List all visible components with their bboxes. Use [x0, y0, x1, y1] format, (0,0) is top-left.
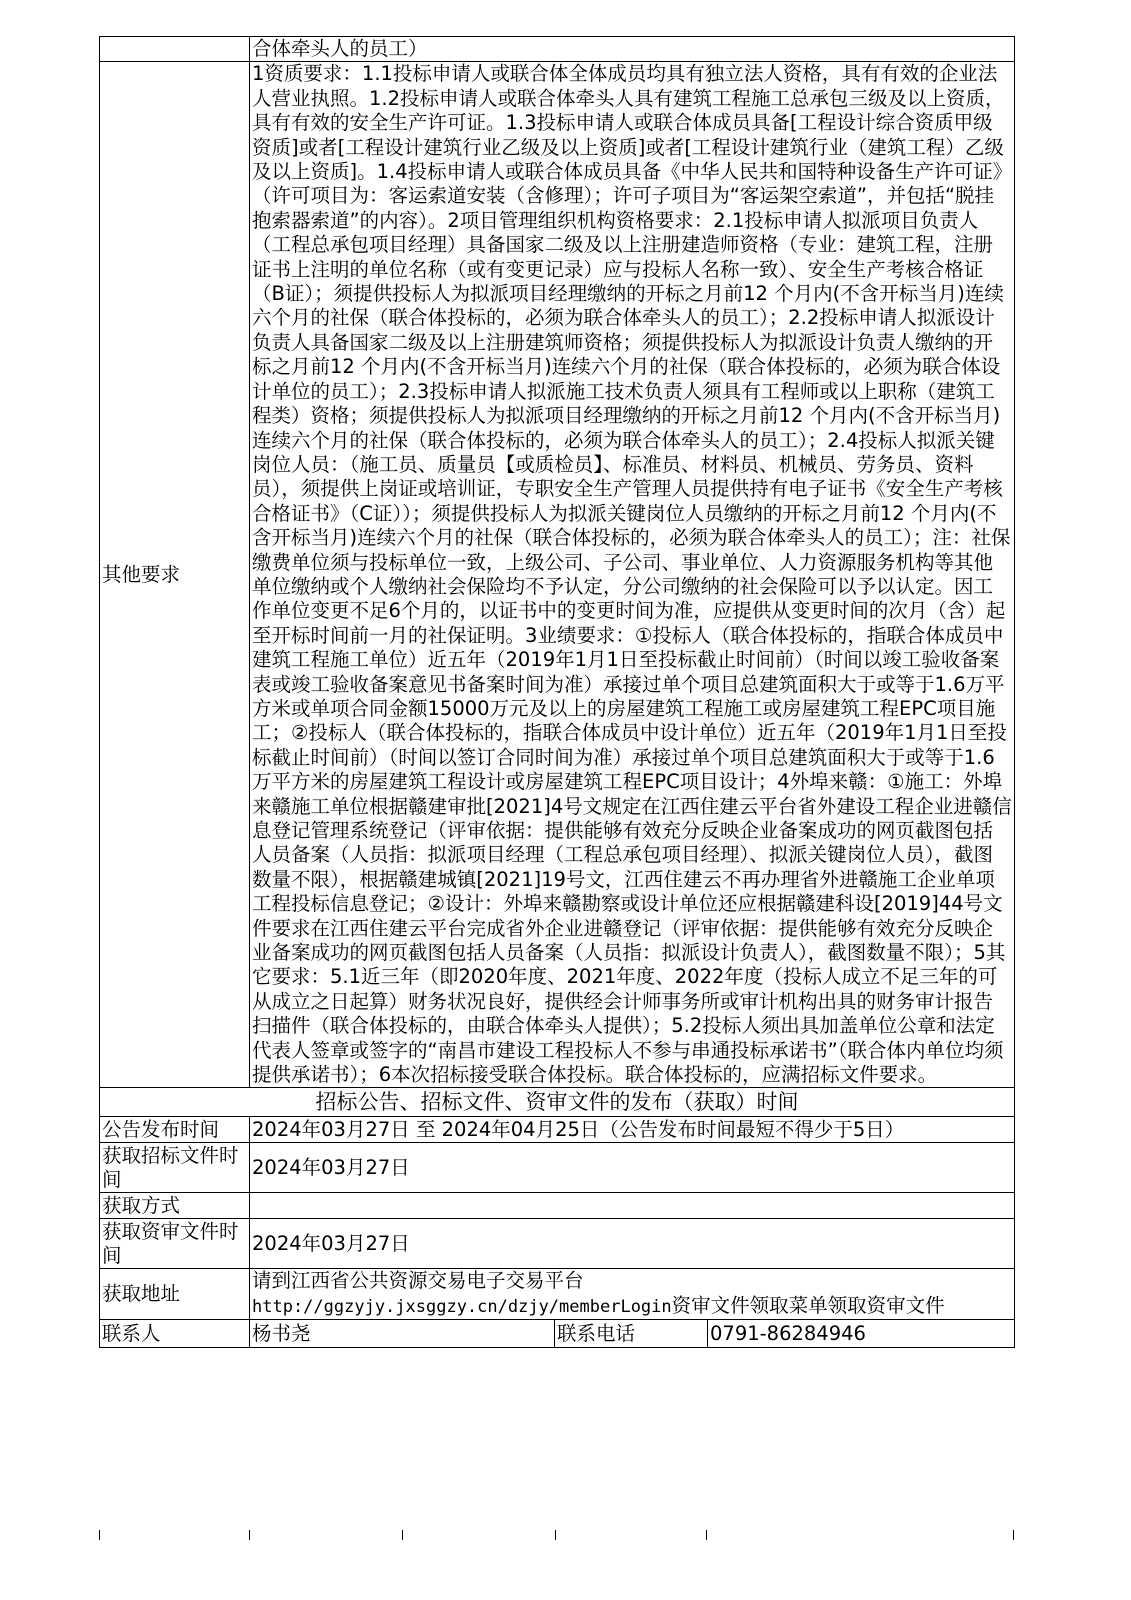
contact-name: 杨书尧 [250, 1320, 555, 1348]
table-border-stub [706, 1530, 707, 1540]
table-border-stub [402, 1530, 403, 1540]
table-border-stub [555, 1530, 556, 1540]
table-border-stub [249, 1530, 250, 1540]
method-value [250, 1193, 1015, 1219]
table-row [100, 1269, 1015, 1320]
top-row-text: 合体牵头人的员工） [250, 37, 1015, 62]
table-row [100, 1219, 1015, 1269]
qual-doc-time-value: 2024年03月27日 [250, 1219, 1015, 1269]
requirements-label: 其他要求 [100, 62, 250, 1088]
address-line: 请到江西省公共资源交易电子交易平台 [252, 1269, 584, 1293]
qual-doc-time-label: 获取资审文件时间 [100, 1219, 250, 1269]
method-label: 获取方式 [100, 1193, 250, 1219]
section-title: 招标公告、招标文件、资审文件的发布（获取）时间 [100, 1088, 1015, 1117]
empty-label-cell [100, 37, 250, 62]
table-row [100, 1143, 1015, 1193]
phone-label: 联系电话 [555, 1320, 708, 1348]
table-row [100, 1117, 1015, 1143]
table-row [100, 62, 1015, 1088]
contact-label: 联系人 [100, 1320, 250, 1348]
bid-doc-time-value: 2024年03月27日 [250, 1143, 1015, 1193]
table-border-stub [99, 1530, 100, 1540]
address-value [250, 1269, 1015, 1320]
table-border-stub [1013, 1530, 1014, 1540]
announce-time-label: 公告发布时间 [100, 1117, 250, 1143]
address-url[interactable]: http://ggzyjy.jxsggzy.cn/dzjy/memberLogin [252, 1296, 672, 1317]
table-row [100, 1193, 1015, 1219]
address-instructions: 资审文件领取菜单领取资审文件 [671, 1293, 945, 1317]
address-label: 获取地址 [100, 1269, 250, 1320]
bid-doc-time-label: 获取招标文件时间 [100, 1143, 250, 1193]
requirements-text: 1资质要求：1.1投标申请人或联合体全体成员均具有独立法人资格，具有有效的企业法人营业执照。1.2投标申请人或联合体牵头人具有建筑工程施工总承包三级及以上资质，具有有效的安全生产许可证。1.3投标申请人或联合体成员具备[工程设计综合资质甲级资质]或者[工程设计建筑行业乙级及以上资质]或者[工程设计建筑行业（建筑工程）乙级及以上资质]。1.4投标申请人或联合体成员具备《中华人民共和国特种设备生产许可证》（许可项目为：客运索道安装（含修理）；许可子项目为“客运架空索道”，并包括“脱挂抱索器索道”的内容）。2项目管理组织机构资格要求：2.1投标申请人拟派项目负责人（工程总承包项目经理）具备国家二级及以上注册建造师资格（专业：建筑工程，注册证书上注明的单位名称（或有变更记录）应与投标人名称一致）、安全生产考核合格证（B证）；须提供投标人为拟派项目经理缴纳的开标之月前12 个月内(不含开标当月)连续六个月的社保（联合体投标的，必须为联合体牵头人的员工）；2.2投标申请人拟派设计负责人具备国家二级及以上注册建筑师资格；须提供投标人为拟派设计负责人缴纳的开标之月前12 个月内(不含开标当月)连续六个月的社保（联合体投标的，必须为联合体设计单位的员工）；2.3投标申请人拟派施工技术负责人须具有工程师或以上职称（建筑工程类）资格；须提供投标人为拟派项目经理缴纳的开标之月前12 个月内(不含开标当月)连续六个月的社保（联合体投标的，必须为联合体牵头人的员工）；2.4投标人拟派关键岗位人员：（施工员、质量员【或质检员】、标准员、材料员、机械员、劳务员、资料员），须提供上岗证或培训证，专职安全生产管理人员提供持有电子证书《安全生产考核合格证书》（C证））；须提供投标人为拟派关键岗位人员缴纳的开标之月前12 个月内(不含开标当月)连续六个月的社保（联合体投标的，必须为联合体牵头人的员工）；注：社保缴费单位须与投标单位一致，上级公司、子公司、事业单位、人力资源服务机构等其他单位缴纳或个人缴纳社会保险均不予认定，分公司缴纳的社会保险可以予以认定。因工作单位变更不足6个月的，以证书中的变更时间为准，应提供从变更时间的次月（含）起至开标时间前一月的社保证明。3业绩要求：①投标人（联合体投标的，指联合体成员中建筑工程施工单位）近五年（2019年1月1日至投标截止时间前）（时间以竣工验收备案表或竣工验收备案意见书备案时间为准）承接过单个项目总建筑面积大于或等于1.6万平方米或单项合同金额15000万元及以上的房屋建筑工程施工或房屋建筑工程EPC项目施工；②投标人（联合体投标的，指联合体成员中设计单位）近五年（2019年1月1日至投标截止时间前）（时间以签订合同时间为准）承接过单个项目总建筑面积大于或等于1.6万平方米的房屋建筑工程设计或房屋建筑工程EPC项目设计；4外埠来赣：①施工：外埠来赣施工单位根据赣建审批[2021]4号文规定在江西住建云平台省外建设工程企业进赣信息登记管理系统登记（评审依据：提供能够有效充分反映企业备案成功的网页截图包括人员备案（人员指：拟派项目经理（工程总承包项目经理）、拟派关键岗位人员），截图数量不限），根据赣建城镇[2021]19号文，江西住建云不再办理省外进赣施工企业单项工程投标信息登记；②设计：外埠来赣勘察或设计单位还应根据赣建科设[2019]44号文件要求在江西住建云平台完成省外企业进赣登记（评审依据：提供能够有效充分反映企业备案成功的网页截图包括人员备案（人员指：拟派设计负责人），截图数量不限）；5其它要求：5.1近三年（即2020年度、2021年度、2022年度（投标人成立不足三年的可从成立之日起算）财务状况良好，提供经会计师事务所或审计机构出具的财务审计报告扫描件（联合体投标的，由联合体牵头人提供）；5.2投标人须出具加盖单位公章和法定代表人签章或签字的“南昌市建设工程投标人不参与串通投标承诺书”（联合体内单位均须提供承诺书）；6本次招标接受联合体投标。联合体投标的，应满招标文件要求。 [250, 62, 1015, 1088]
table-row [100, 1320, 1015, 1348]
section-header-row [100, 1088, 1015, 1117]
phone-value: 0791-86284946 [708, 1320, 1015, 1348]
tender-notice-table [99, 36, 1014, 1348]
info-table [99, 36, 1015, 1348]
address-url-line [252, 1294, 1012, 1319]
table-row [100, 37, 1015, 62]
announce-time-value: 2024年03月27日 至 2024年04月25日（公告发布时间最短不得少于5日） [250, 1117, 1015, 1143]
